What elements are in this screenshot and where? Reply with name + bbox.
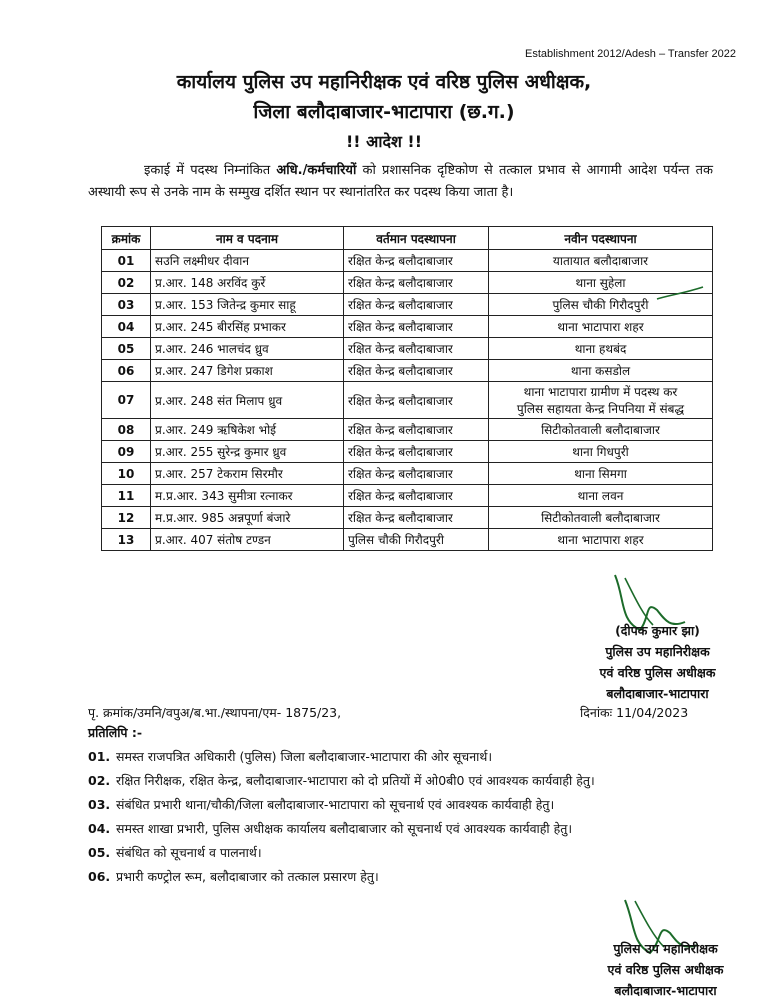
copy-item-text: प्रभारी कण्ट्रोल रूम, बलौदाबाजार को तत्काल प्रसारण हेतु। xyxy=(116,868,379,884)
cell-current-posting: रक्षित केन्द्र बलौदाबाजार xyxy=(344,419,489,441)
copy-item-number: 01. xyxy=(88,748,111,764)
cell-name: सउनि लक्ष्मीधर दीवान xyxy=(151,250,344,272)
new-posting-line-2: पुलिस सहायता केन्द्र निपनिया में संबद्ध xyxy=(516,402,685,416)
cell-name: प्र.आर. 247 डिगेश प्रकाश xyxy=(151,360,344,382)
table-row xyxy=(102,441,713,463)
signatory-title-2: एवं वरिष्ठ पुलिस अधीक्षक xyxy=(599,665,716,680)
table-row xyxy=(102,272,713,294)
cell-current-posting: रक्षित केन्द्र बलौदाबाजार xyxy=(344,463,489,485)
district-title: जिला बलौदाबाजार-भाटापारा (छ.ग.) xyxy=(253,101,515,123)
cell-new-posting: पुलिस चौकी गिरौदपुरी xyxy=(489,294,713,316)
signatory-place: बलौदाबाजार-भाटापारा xyxy=(606,686,709,701)
cell-name: म.प्र.आर. 343 सुमीत्रा रत्नाकर xyxy=(151,485,344,507)
cell-name: प्र.आर. 407 संतोष टण्डन xyxy=(151,529,344,551)
cell-name: प्र.आर. 255 सुरेन्द्र कुमार ध्रुव xyxy=(151,441,344,463)
cell-current-posting: रक्षित केन्द्र बलौदाबाजार xyxy=(344,441,489,463)
cell-sn: 10 xyxy=(102,463,151,485)
copy-item-text: संबंधित प्रभारी थाना/चौकी/जिला बलौदाबाजार-भाटापारा को सूचनार्थ एवं आवश्यक कार्यवाही हेतु। xyxy=(116,796,555,812)
copy-item-text: समस्त शाखा प्रभारी, पुलिस अधीक्षक कार्यालय बलौदाबाजार को सूचनार्थ एवं आवश्यक कार्यवाही हेतु। xyxy=(116,820,573,836)
signatory-title-1: पुलिस उप महानिरीक्षक xyxy=(613,941,718,956)
signatory-title-2: एवं वरिष्ठ पुलिस अधीक्षक xyxy=(607,962,724,977)
cell-sn: 02 xyxy=(102,272,151,294)
copy-item-text: संबंधित को सूचनार्थ व पालनार्थ। xyxy=(116,844,262,860)
cell-new-posting: थाना लवन xyxy=(489,485,713,507)
cell-current-posting: रक्षित केन्द्र बलौदाबाजार xyxy=(344,316,489,338)
copy-item xyxy=(88,840,728,864)
cell-current-posting: रक्षित केन्द्र बलौदाबाजार xyxy=(344,382,489,419)
cell-sn: 09 xyxy=(102,441,151,463)
order-date: दिनांकः 11/04/2023 xyxy=(580,705,689,720)
copy-item xyxy=(88,792,728,816)
signatory-place: बलौदाबाजार-भाटापारा xyxy=(614,983,717,998)
copy-item-number: 04. xyxy=(88,820,111,836)
copy-item xyxy=(88,744,728,768)
copy-heading: प्रतिलिपि :- xyxy=(88,725,143,740)
cell-name: म.प्र.आर. 985 अन्नपूर्णा बंजारे xyxy=(151,507,344,529)
cell-new-posting: थाना सिमगा xyxy=(489,463,713,485)
cell-sn: 13 xyxy=(102,529,151,551)
cell-new-posting xyxy=(489,382,713,419)
cell-sn: 12 xyxy=(102,507,151,529)
intro-before: इकाई में पदस्थ निम्नांकित xyxy=(144,163,277,178)
table-row xyxy=(102,250,713,272)
cell-name: प्र.आर. 246 भालचंद ध्रुव xyxy=(151,338,344,360)
copy-item xyxy=(88,816,728,840)
col-header-new: नवीन पदस्थापना xyxy=(489,227,713,250)
cell-sn: 03 xyxy=(102,294,151,316)
cell-new-posting: थाना कसडोल xyxy=(489,360,713,382)
cell-current-posting: रक्षित केन्द्र बलौदाबाजार xyxy=(344,360,489,382)
intro-paragraph xyxy=(88,160,713,204)
cell-name: प्र.आर. 249 ऋषिकेश भोई xyxy=(151,419,344,441)
table-row xyxy=(102,419,713,441)
cell-sn: 06 xyxy=(102,360,151,382)
signatory-title-1: पुलिस उप महानिरीक्षक xyxy=(605,644,710,659)
cell-name: प्र.आर. 248 संत मिलाप ध्रुव xyxy=(151,382,344,419)
col-header-sn: क्रमांक xyxy=(102,227,151,250)
cell-sn: 05 xyxy=(102,338,151,360)
cell-current-posting: रक्षित केन्द्र बलौदाबाजार xyxy=(344,250,489,272)
tick-mark xyxy=(655,285,705,305)
cell-new-posting: थाना सुहेला xyxy=(489,272,713,294)
cell-sn: 01 xyxy=(102,250,151,272)
copy-item-number: 05. xyxy=(88,844,111,860)
intro-after: को प्रशासनिक दृष्टिकोण से तत्काल प्रभाव से आगामी आदेश पर्यन्त तक अस्थायी रूप से उनके नाम के सम्मुख दर्शित स्थान पर स्थानांतरित कर पदस्थ किया जाता है। xyxy=(88,163,713,200)
table-row xyxy=(102,360,713,382)
cell-new-posting: थाना भाटापारा शहर xyxy=(489,529,713,551)
copy-item xyxy=(88,768,728,792)
cell-name: प्र.आर. 257 टेकराम सिरमौर xyxy=(151,463,344,485)
cell-new-posting: थाना हथबंद xyxy=(489,338,713,360)
cell-current-posting: रक्षित केन्द्र बलौदाबाजार xyxy=(344,507,489,529)
cell-new-posting: थाना गिधपुरी xyxy=(489,441,713,463)
table-row xyxy=(102,382,713,419)
cell-current-posting: रक्षित केन्द्र बलौदाबाजार xyxy=(344,338,489,360)
cell-sn: 11 xyxy=(102,485,151,507)
col-header-name: नाम व पदनाम xyxy=(151,227,344,250)
table-row xyxy=(102,338,713,360)
copy-list xyxy=(88,744,728,888)
copy-item-text: रक्षित निरीक्षक, रक्षित केन्द्र, बलौदाबाजार-भाटापारा को दो प्रतियों में ओ0बी0 एवं आवश्यक कार्यवाही हेतु। xyxy=(116,772,595,788)
signature-block-1 xyxy=(565,620,750,704)
table-row xyxy=(102,463,713,485)
reference-number: पृ. क्रमांक/उमनि/वपुअ/ब.भा./स्थापना/एम- 1875/23, xyxy=(88,705,342,720)
cell-new-posting: सिटीकोतवाली बलौदाबाजार xyxy=(489,419,713,441)
signatory-name: (दीपक कुमार झा) xyxy=(615,623,700,638)
transfer-table xyxy=(101,226,713,551)
col-header-current: वर्तमान पदस्थापना xyxy=(344,227,489,250)
signature-block-2 xyxy=(578,938,753,1001)
cell-name: प्र.आर. 245 बीरसिंह प्रभाकर xyxy=(151,316,344,338)
cell-new-posting: सिटीकोतवाली बलौदाबाजार xyxy=(489,507,713,529)
cell-name: प्र.आर. 148 अरविंद कुर्रे xyxy=(151,272,344,294)
establishment-note: Establishment 2012/Adesh – Transfer 2022 xyxy=(525,48,736,60)
table-row xyxy=(102,294,713,316)
copy-item xyxy=(88,864,728,888)
order-heading: !! आदेश !! xyxy=(345,132,423,151)
cell-new-posting: थाना भाटापारा शहर xyxy=(489,316,713,338)
copy-item-text: समस्त राजपत्रित अधिकारी (पुलिस) जिला बलौदाबाजार-भाटापारा की ओर सूचनार्थ। xyxy=(116,748,493,764)
cell-current-posting: रक्षित केन्द्र बलौदाबाजार xyxy=(344,294,489,316)
table-row xyxy=(102,485,713,507)
office-title: कार्यालय पुलिस उप महानिरीक्षक एवं वरिष्ठ पुलिस अधीक्षक, xyxy=(176,71,592,93)
intro-bold: अधि./कर्मचारियों xyxy=(276,163,357,178)
cell-current-posting: पुलिस चौकी गिरौदपुरी xyxy=(344,529,489,551)
cell-current-posting: रक्षित केन्द्र बलौदाबाजार xyxy=(344,485,489,507)
table-row xyxy=(102,529,713,551)
cell-sn: 07 xyxy=(102,382,151,419)
table-row xyxy=(102,316,713,338)
cell-current-posting: रक्षित केन्द्र बलौदाबाजार xyxy=(344,272,489,294)
new-posting-line-1: थाना भाटापारा ग्रामीण में पदस्थ कर xyxy=(523,385,678,399)
copy-item-number: 06. xyxy=(88,868,111,884)
cell-name: प्र.आर. 153 जितेन्द्र कुमार साहू xyxy=(151,294,344,316)
copy-item-number: 02. xyxy=(88,772,111,788)
copy-item-number: 03. xyxy=(88,796,111,812)
table-row xyxy=(102,507,713,529)
cell-new-posting: यातायात बलौदाबाजार xyxy=(489,250,713,272)
cell-sn: 08 xyxy=(102,419,151,441)
table-header-row xyxy=(102,227,713,250)
cell-sn: 04 xyxy=(102,316,151,338)
